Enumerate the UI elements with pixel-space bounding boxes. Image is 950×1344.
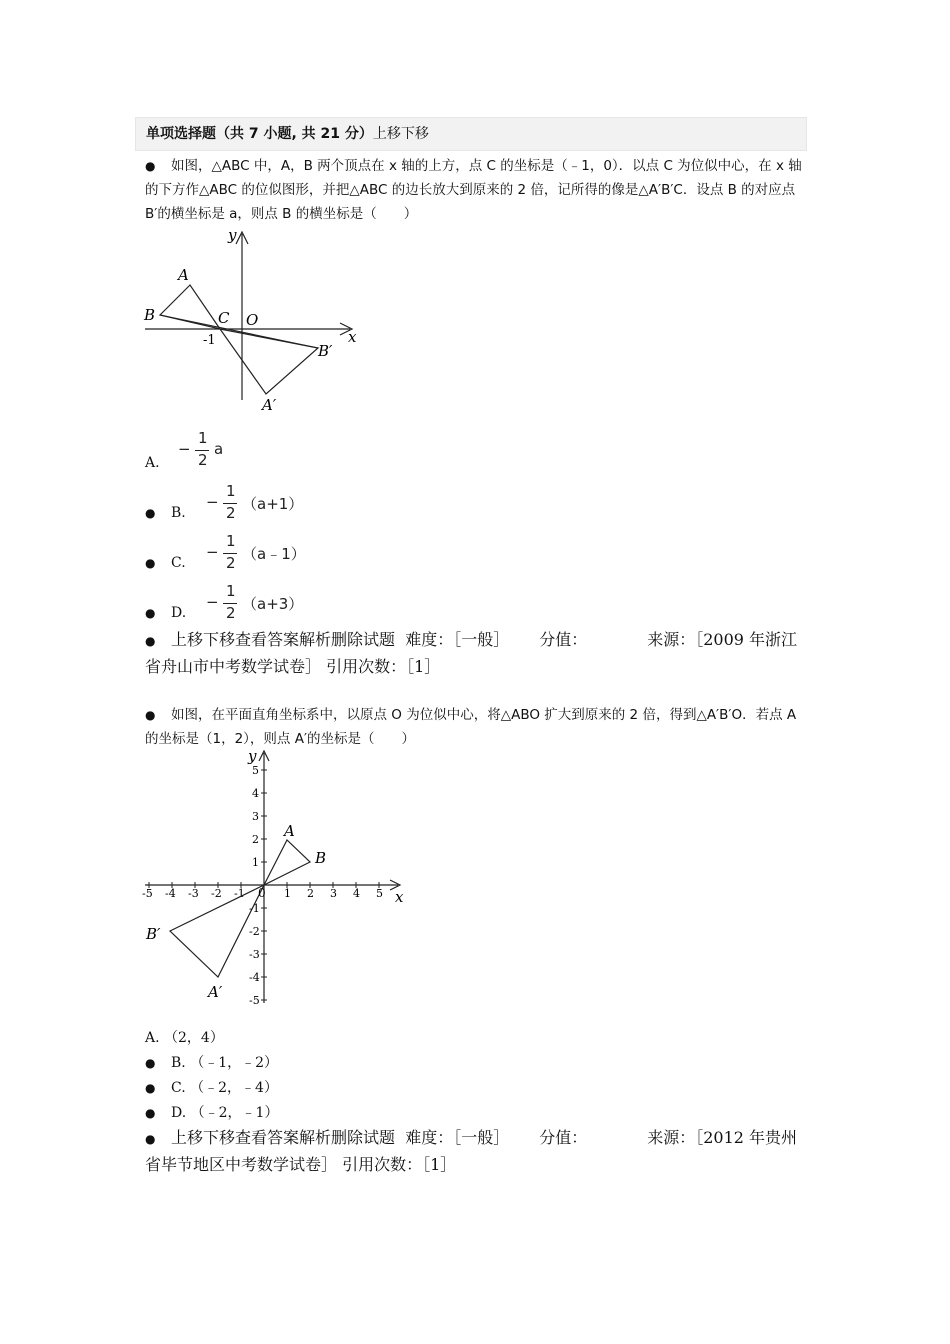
q2-citations: 引用次数：［1］ [342, 1155, 457, 1174]
bullet-icon: ● [145, 1056, 156, 1070]
fig2-xtick-label: 5 [376, 887, 383, 900]
fig2-xtick-label: 3 [330, 887, 337, 900]
fig1-c-label: C [218, 309, 230, 327]
question-2-figure [140, 745, 410, 1010]
fig1-b-label: B [144, 306, 156, 324]
move-up-down-link[interactable]: 上移下移 [372, 126, 429, 142]
bullet-icon: ● [145, 556, 156, 570]
section-header [135, 117, 807, 151]
q2-option-c-letter: C. [171, 1080, 186, 1096]
fig2-xtick-label: -1 [234, 887, 245, 900]
q1-option-b-formula [206, 482, 316, 526]
q1-actions-links[interactable]: 上移下移查看答案解析删除试题 [171, 630, 396, 649]
bullet-icon: ● [145, 1106, 156, 1120]
q1-option-a-formula [178, 429, 238, 473]
q1-score: 分值： [539, 630, 588, 649]
q1-option-d-formula [206, 582, 316, 626]
q2-option-b-value: （﹣1，﹣2） [190, 1055, 279, 1071]
q1-option-d[interactable] [145, 603, 186, 623]
fig2-y-label: y [248, 747, 257, 765]
q1-source: 来源：［2009 年浙江省舟山市中考数学试卷］ [145, 630, 798, 676]
fig2-b-label: B [315, 849, 327, 867]
denominator: 2 [198, 451, 208, 469]
numerator: 1 [226, 582, 236, 600]
fig2-ytick-label: -4 [249, 971, 260, 984]
numerator: 1 [198, 429, 208, 447]
fig2-ytick-label: -3 [249, 948, 260, 961]
q2-option-a-letter: A. [145, 1030, 160, 1046]
fig1-aprime-label: A′ [262, 396, 277, 414]
fig2-ytick-label: -2 [249, 925, 260, 938]
expression-rest: （a+1） [242, 495, 304, 513]
fig1-x-label: x [348, 328, 357, 346]
q1-difficulty: 难度：［一般］ [405, 630, 510, 649]
q2-option-b-letter: B. [171, 1055, 186, 1071]
expression-rest: （a+3） [242, 595, 304, 613]
q2-difficulty: 难度：［一般］ [405, 1128, 510, 1147]
q1-citations: 引用次数：［1］ [326, 657, 441, 676]
question-1-text: 如图，△ABC 中，A，B 两个顶点在 x 轴的上方，点 C 的坐标是（﹣1，0）．以点 C 为位似中心，在 x 轴的下方作△ABC 的位似图形，并把△ABC 的边长放大到原来的 2 倍，记所得的像是△A′B′C．设点 B 的对应点 B′的横坐标是 a，则点 B 的横坐标是（ ） [145, 158, 802, 222]
question-2-text-block [145, 703, 810, 751]
question-1-meta [145, 627, 810, 680]
fig2-xtick-label: -4 [165, 887, 176, 900]
q1-option-b-letter: B. [171, 505, 186, 521]
bullet-icon: ● [145, 606, 156, 620]
bullet-icon: ● [145, 159, 156, 173]
fig2-xtick-label: 4 [353, 887, 360, 900]
denominator: 2 [226, 604, 236, 622]
numerator: 1 [226, 482, 236, 500]
fig2-ytick-label: 4 [252, 787, 259, 800]
bullet-icon: ● [145, 1081, 156, 1095]
minus-sign: − [206, 593, 219, 611]
fig2-xtick-label: 2 [307, 887, 314, 900]
bullet-icon: ● [145, 708, 156, 722]
fig1-neg1-label: -1 [203, 333, 216, 348]
numerator: 1 [226, 532, 236, 550]
fig1-bprime-label: B′ [318, 342, 333, 360]
fig2-ytick-label: 1 [252, 856, 259, 869]
question-2-text: 如图，在平面直角坐标系中，以原点 O 为位似中心，将△ABO 扩大到原来的 2 倍，得到△A′B′O．若点 A 的坐标是（1，2），则点 A′的坐标是（ ） [145, 707, 797, 747]
q2-score: 分值： [539, 1128, 588, 1147]
fig2-ytick-label: -1 [249, 902, 260, 915]
denominator: 2 [226, 504, 236, 522]
q2-option-d-letter: D. [171, 1105, 187, 1121]
q2-option-c-value: （﹣2，﹣4） [190, 1080, 278, 1096]
fig2-xtick-label: 1 [284, 887, 291, 900]
minus-sign: − [178, 440, 191, 458]
fig2-bprime-label: B′ [146, 925, 161, 943]
bullet-icon: ● [145, 634, 156, 648]
q1-option-c-formula [206, 532, 316, 576]
q2-option-d[interactable] [145, 1103, 278, 1123]
fig1-y-label: y [228, 226, 237, 244]
q2-option-a[interactable] [145, 1028, 224, 1048]
fig2-aprime-label: A′ [208, 983, 223, 1001]
fig2-ytick-label: -5 [249, 994, 260, 1007]
fig2-ytick-label: 2 [252, 833, 259, 846]
q2-option-a-value: （2，4） [164, 1030, 224, 1046]
denominator: 2 [226, 554, 236, 572]
q2-option-b[interactable] [145, 1053, 278, 1073]
section-title: 单项选择题（共 7 小题, 共 21 分） [146, 126, 373, 142]
q2-actions-links[interactable]: 上移下移查看答案解析删除试题 [171, 1128, 396, 1147]
fig2-a-label: A [284, 822, 295, 840]
q1-option-b[interactable] [145, 503, 186, 523]
q1-option-c[interactable] [145, 553, 186, 573]
fig2-ytick-label: 5 [252, 764, 259, 777]
q1-option-a-letter: A. [145, 455, 160, 471]
bullet-icon: ● [145, 1132, 156, 1146]
expression-rest: a [214, 440, 224, 458]
question-1-text-block [145, 154, 810, 226]
fig2-xtick-label: -3 [188, 887, 199, 900]
q2-source: 来源：［2012 年贵州省毕节地区中考数学试卷］ [145, 1128, 798, 1174]
minus-sign: − [206, 493, 219, 511]
bullet-icon: ● [145, 506, 156, 520]
q1-option-d-letter: D. [171, 605, 187, 621]
fig2-o-label: 0 [258, 886, 266, 900]
minus-sign: − [206, 543, 219, 561]
q2-option-d-value: （﹣2，﹣1） [190, 1105, 279, 1121]
question-1-figure [140, 222, 365, 417]
fig2-xtick-label: -5 [142, 887, 153, 900]
fig1-a-label: A [178, 266, 189, 284]
q1-option-a[interactable] [145, 453, 160, 473]
question-2-meta [145, 1125, 810, 1178]
fig2-xtick-label: -2 [211, 887, 222, 900]
fig1-o-label: O [246, 311, 259, 329]
expression-rest: （a﹣1） [242, 545, 306, 563]
q1-option-c-letter: C. [171, 555, 186, 571]
fig2-x-label: x [395, 888, 404, 906]
q2-option-c[interactable] [145, 1078, 278, 1098]
fig2-ytick-label: 3 [252, 810, 259, 823]
